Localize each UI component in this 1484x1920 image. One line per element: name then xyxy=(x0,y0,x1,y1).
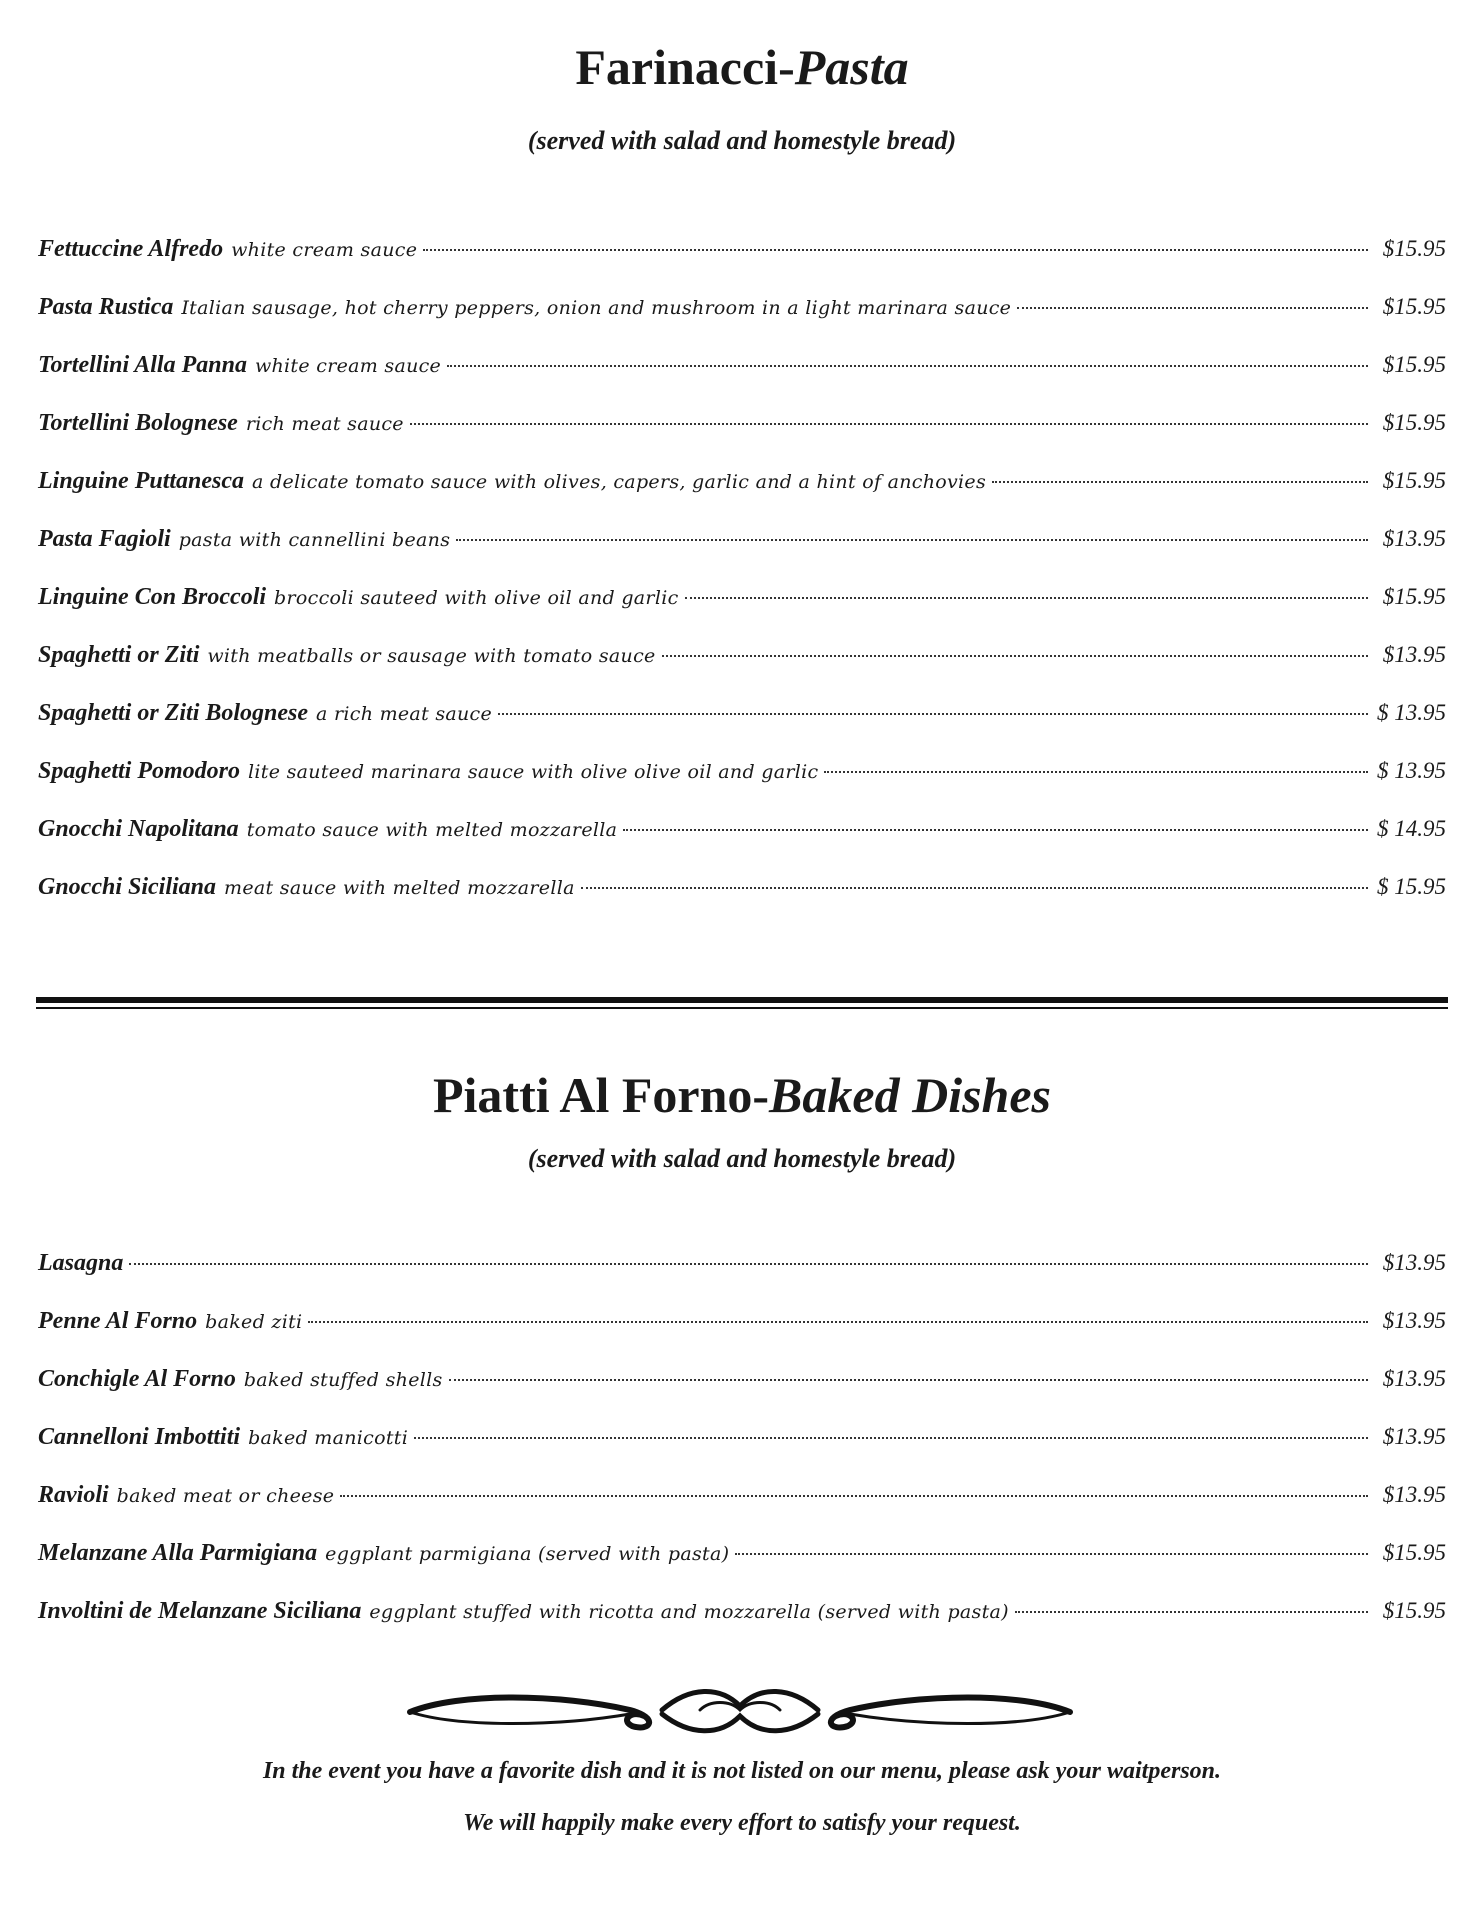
menu-item-description: with meatballs or sausage with tomato sauce xyxy=(207,645,656,667)
menu-item-description: Italian sausage, hot cherry peppers, onion and mushroom in a light marinara sauce xyxy=(181,297,1012,319)
baked-title-italic: Baked Dishes xyxy=(769,1067,1052,1123)
dot-leader xyxy=(992,481,1368,483)
dot-leader xyxy=(456,539,1368,541)
menu-item-description: baked meat or cheese xyxy=(116,1485,335,1507)
menu-item-name: Linguine Con Broccoli xyxy=(38,584,267,610)
section-divider xyxy=(36,997,1448,1009)
menu-item xyxy=(38,874,1446,932)
dot-leader xyxy=(735,1553,1368,1555)
menu-item xyxy=(38,1366,1446,1424)
menu-item-price: $15.95 xyxy=(1382,468,1446,493)
menu-item-price: $ 13.95 xyxy=(1377,758,1446,783)
dot-leader xyxy=(410,423,1368,425)
menu-item-price: $15.95 xyxy=(1382,584,1446,609)
menu-item xyxy=(38,642,1446,700)
menu-item-name: Gnocchi Napolitana xyxy=(38,816,239,842)
baked-title-main: Piatti Al Forno- xyxy=(432,1067,770,1123)
menu-item-description: eggplant stuffed with ricotta and mozzarella (served with pasta) xyxy=(369,1601,1009,1623)
baked-menu-list xyxy=(38,1250,1446,1656)
menu-item-description: eggplant parmigiana (served with pasta) xyxy=(325,1543,730,1565)
menu-item-price: $ 13.95 xyxy=(1377,700,1446,725)
menu-item xyxy=(38,352,1446,410)
pasta-title-italic: Pasta xyxy=(794,39,909,95)
menu-item xyxy=(38,1482,1446,1540)
menu-item-price: $ 14.95 xyxy=(1377,816,1446,841)
menu-item-description: baked stuffed shells xyxy=(243,1369,443,1391)
menu-item-price: $15.95 xyxy=(1382,1540,1446,1565)
menu-item xyxy=(38,1308,1446,1366)
scroll-ornament-icon xyxy=(400,1680,1080,1740)
menu-item-description: rich meat sauce xyxy=(245,413,404,435)
menu-item-name: Gnocchi Siciliana xyxy=(38,874,217,900)
menu-item-description: white cream sauce xyxy=(231,239,418,261)
menu-item-price: $13.95 xyxy=(1382,1482,1446,1507)
menu-item xyxy=(38,410,1446,468)
menu-item-price: $15.95 xyxy=(1382,410,1446,435)
menu-item-name: Tortellini Bolognese xyxy=(38,410,238,436)
dot-leader xyxy=(423,249,1368,251)
menu-item-description: white cream sauce xyxy=(254,355,442,377)
dot-leader xyxy=(340,1495,1368,1497)
baked-subtitle: (served with salad and homestyle bread) xyxy=(527,1144,957,1173)
menu-item-description: meat sauce with melted mozzarella xyxy=(224,877,575,899)
menu-item-description: pasta with cannellini beans xyxy=(178,529,451,551)
menu-item xyxy=(38,1598,1446,1656)
menu-item-name: Tortellini Alla Panna xyxy=(38,352,247,378)
dot-leader xyxy=(414,1437,1368,1439)
dot-leader xyxy=(824,771,1368,773)
menu-item-name: Involtini de Melanzane Siciliana xyxy=(38,1598,362,1624)
menu-item-price: $13.95 xyxy=(1382,526,1446,551)
menu-item-price: $15.95 xyxy=(1382,294,1446,319)
menu-item-description: baked ziti xyxy=(205,1311,303,1333)
pasta-menu-list xyxy=(38,236,1446,932)
dot-leader xyxy=(449,1379,1368,1381)
menu-item-name: Pasta Rustica xyxy=(38,294,174,320)
footer-line-2: We will happily make every effort to satisfy your request. xyxy=(463,1810,1021,1836)
menu-item-name: Penne Al Forno xyxy=(38,1308,198,1334)
menu-item-name: Pasta Fagioli xyxy=(38,526,171,552)
dot-leader xyxy=(623,829,1368,831)
baked-section-title xyxy=(0,1067,1484,1123)
menu-item-description: lite sauteed marinara sauce with olive olive oil and garlic xyxy=(248,761,819,783)
menu-item-price: $13.95 xyxy=(1382,1250,1446,1275)
menu-item-name: Spaghetti or Ziti xyxy=(38,642,200,668)
menu-item-description: tomato sauce with melted mozzarella xyxy=(246,819,618,841)
dot-leader xyxy=(129,1263,1368,1265)
menu-item-name: Spaghetti Pomodoro xyxy=(38,758,241,784)
dot-leader xyxy=(662,655,1368,657)
menu-item xyxy=(38,700,1446,758)
pasta-subtitle: (served with salad and homestyle bread) xyxy=(527,126,957,155)
menu-item-name: Fettuccine Alfredo xyxy=(38,236,224,262)
dot-leader xyxy=(447,365,1368,367)
menu-item-price: $15.95 xyxy=(1382,1598,1446,1623)
menu-item-price: $15.95 xyxy=(1382,352,1446,377)
menu-item-name: Linguine Puttanesca xyxy=(38,468,245,494)
menu-item xyxy=(38,1250,1446,1308)
menu-item xyxy=(38,526,1446,584)
menu-item-name: Spaghetti or Ziti Bolognese xyxy=(38,700,309,726)
menu-item-description: a rich meat sauce xyxy=(316,703,493,725)
menu-item-description: baked manicotti xyxy=(248,1427,409,1449)
menu-item xyxy=(38,1540,1446,1598)
dot-leader xyxy=(308,1321,1368,1323)
menu-item-price: $13.95 xyxy=(1382,1308,1446,1333)
dot-leader xyxy=(685,597,1368,599)
menu-item-description: broccoli sauteed with olive oil and garlic xyxy=(274,587,679,609)
menu-item-price: $13.95 xyxy=(1382,642,1446,667)
menu-item xyxy=(38,236,1446,294)
menu-item xyxy=(38,584,1446,642)
dot-leader xyxy=(498,713,1368,715)
menu-item xyxy=(38,294,1446,352)
dot-leader xyxy=(1015,1611,1368,1613)
footer-line-1: In the event you have a favorite dish and it is not listed on our menu, please ask your waitperson. xyxy=(262,1758,1222,1784)
menu-item-price: $13.95 xyxy=(1382,1366,1446,1391)
menu-item-name: Melanzane Alla Parmigiana xyxy=(38,1540,318,1566)
menu-item-name: Cannelloni Imbottiti xyxy=(38,1424,241,1450)
menu-item xyxy=(38,758,1446,816)
menu-item-price: $ 15.95 xyxy=(1377,874,1446,899)
pasta-section-title xyxy=(0,39,1484,95)
dot-leader xyxy=(581,887,1368,889)
menu-item xyxy=(38,1424,1446,1482)
menu-item xyxy=(38,816,1446,874)
pasta-title-main: Farinacci- xyxy=(575,39,795,95)
menu-item-name: Conchigle Al Forno xyxy=(38,1366,236,1392)
menu-item-name: Ravioli xyxy=(38,1482,109,1508)
menu-item-name: Lasagna xyxy=(38,1250,124,1276)
menu-item-description: a delicate tomato sauce with olives, capers, garlic and a hint of anchovies xyxy=(252,471,987,493)
menu-item xyxy=(38,468,1446,526)
menu-item-price: $13.95 xyxy=(1382,1424,1446,1449)
dot-leader xyxy=(1017,307,1368,309)
menu-item-price: $15.95 xyxy=(1382,236,1446,261)
